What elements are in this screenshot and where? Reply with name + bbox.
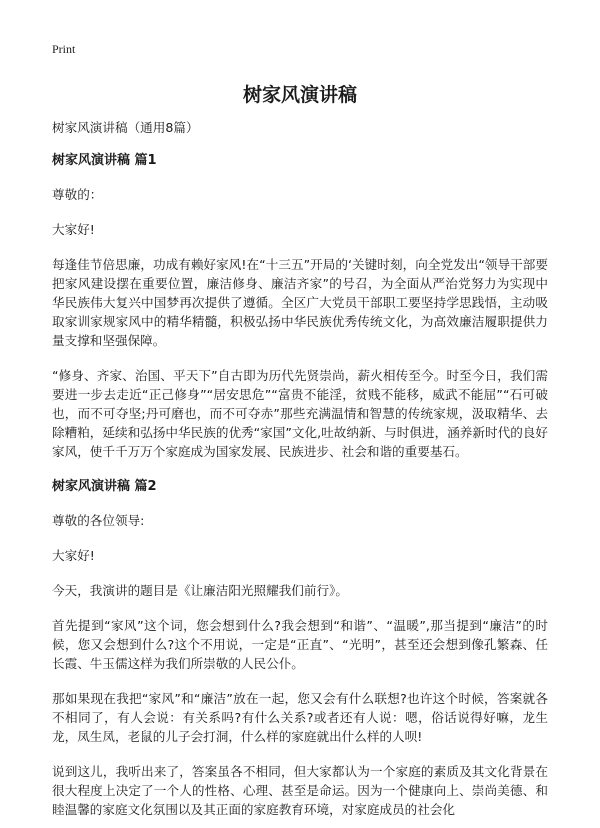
salutation: 尊敬的： (52, 187, 103, 202)
greeting: 大家好! (52, 548, 95, 563)
body-paragraph: 首先提到“家风”这个词，您会想到什么?我会想到“和谐”、“温暖”,那当提到“廉洁”的时候，您又会想到什么?这个不用说，一定是“正直”、“光明”，甚至还会想到像孔繁森、任长霞、牛玉儒这样为我们所崇敬的人民公仆。 (52, 618, 548, 671)
print-link[interactable]: Print (52, 42, 76, 56)
body-paragraph: 每逢佳节倍思廉，功成有赖好家风!在“十三五”开局的‘关键时刻，向全党发出“领导干部要把家风建设摆在重要位置，廉洁修身、廉洁齐家”的号召，为全面从严治党努力为实现中华民族伟大复兴中国梦再次提供了遵循。全区广大党员干部职工要坚持学思践悟，主动吸取家训家规家风中的精华精髓，积极弘扬中华民族优秀传统文化，为高效廉洁履职提供力量支撑和坚强保障。 (52, 257, 548, 348)
body-paragraph: 说到这儿，我听出来了，答案虽各不相同，但大家都认为一个家庭的素质及其文化背景在很大程度上决定了一个人的性格、心理、甚至是命运。因为一个健康向上、崇尚美德、和睦温馨的家庭文化氛围以及其正面的家庭教育环境，对家庭成员的社会化 (52, 764, 548, 817)
body-paragraph: 那如果现在我把“家风”和“廉洁”放在一起，您又会有什么联想?也许这个时候，答案就各不相同了，有人会说：有关系吗?有什么关系?或者还有人说：嗯，俗话说得好嘛，龙生龙，凤生凤，老鼠的儿子会打洞，什么样的家庭就出什么样的人呗! (52, 691, 548, 744)
body-paragraph: 今天，我演讲的题目是《让廉洁阳光照耀我们前行》。 (52, 583, 348, 598)
body-paragraph: “修身、齐家、治国、平天下”自古即为历代先贤崇尚，薪火相传至今。时至今日，我们需要进一步去走近“正己修身”“居安思危”“富贵不能淫，贫贱不能移，威武不能屈”“石可破也，而不可夺坚;丹可磨也，而不可夺赤”那些充满温情和智慧的传统家规，汲取精华、去除糟粕，延续和弘扬中华民族的优秀“家国”文化,吐故纳新、与时俱进，涵养新时代的良好家风，使千千万万个家庭成为国家发展、民族进步、社会和谐的重要基石。 (52, 368, 548, 459)
page-title: 树家风演讲稿 (242, 84, 357, 106)
salutation: 尊敬的各位领导: (52, 513, 145, 528)
document-body (52, 118, 548, 828)
greeting: 大家好! (52, 222, 95, 237)
document-subtitle: 树家风演讲稿（通用8篇） (52, 120, 199, 135)
section-heading: 树家风演讲稿 篇2 (52, 479, 157, 494)
section-heading: 树家风演讲稿 篇1 (52, 153, 157, 168)
